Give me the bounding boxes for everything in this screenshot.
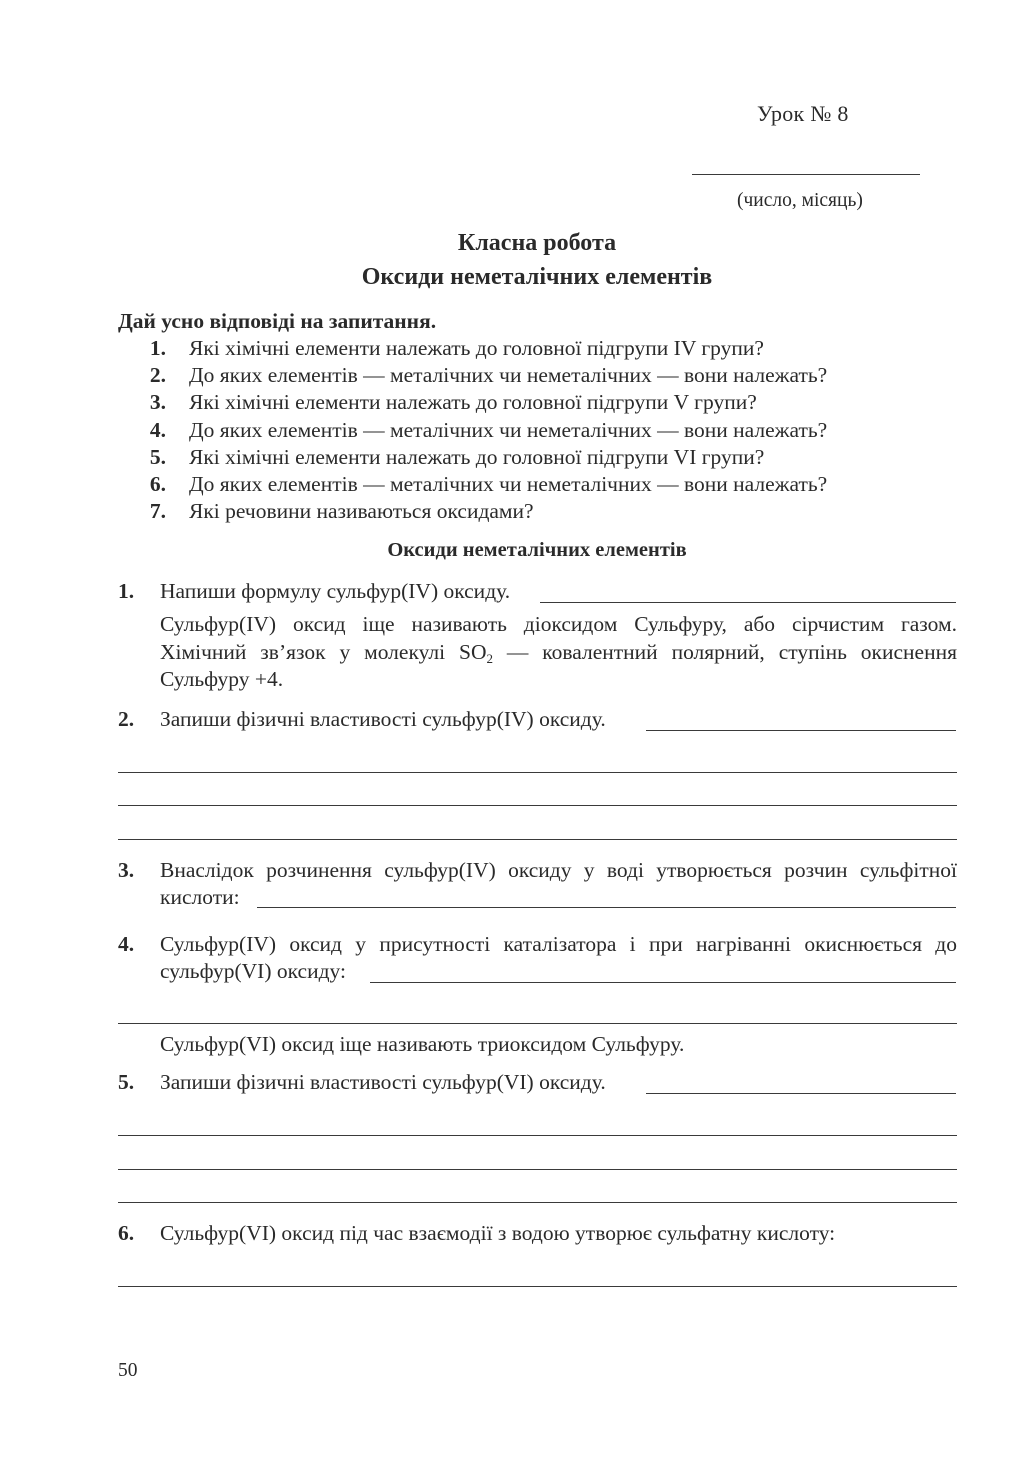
task-text: Сульфур(VI) оксид під час взаємодії з водою утворює сульфатну кислоту: bbox=[160, 1221, 836, 1245]
task-text: сульфур(VI) оксиду: bbox=[160, 959, 346, 983]
task-text: Внаслідок розчинення сульфур(IV) оксиду у воді утворюється розчин сульфітної bbox=[160, 858, 957, 882]
answer-line[interactable] bbox=[646, 1093, 956, 1094]
answer-line[interactable] bbox=[118, 805, 957, 806]
section-subtitle: Оксиди неметалічних елементів bbox=[387, 539, 687, 561]
question-text: До яких елементів — металічних чи неметалічних — вони належать? bbox=[189, 418, 828, 442]
answer-line[interactable] bbox=[257, 907, 956, 908]
question-number: 1. bbox=[149, 336, 166, 360]
question-number: 6. bbox=[149, 472, 166, 496]
question-text: До яких елементів — металічних чи неметалічних — вони належать? bbox=[189, 472, 828, 496]
oral-intro: Дай усно відповіді на запитання. bbox=[118, 309, 437, 333]
date-caption: (число, місяць) bbox=[737, 190, 863, 211]
task-number: 2. bbox=[118, 707, 135, 731]
task-number: 4. bbox=[118, 932, 135, 956]
page-title-line2: Оксиди неметалічних елементів bbox=[361, 264, 713, 290]
info-text: Хімічний зв’язок у молекулі SO bbox=[160, 640, 487, 664]
answer-line[interactable] bbox=[118, 1135, 957, 1136]
date-input-line[interactable] bbox=[692, 174, 920, 175]
question-text: До яких елементів — металічних чи неметалічних — вони належать? bbox=[189, 363, 828, 387]
question-text: Які хімічні елементи належать до головної підгрупи VI групи? bbox=[189, 445, 765, 469]
answer-line[interactable] bbox=[540, 602, 956, 603]
answer-line[interactable] bbox=[118, 1202, 957, 1203]
question-number: 7. bbox=[149, 499, 166, 523]
question-text: Які хімічні елементи належать до головної підгрупи V групи? bbox=[189, 390, 757, 414]
task-info-line bbox=[160, 640, 957, 665]
task-info-line: Сульфуру +4. bbox=[160, 667, 284, 691]
task-text: Запиши фізичні властивості сульфур(IV) оксиду. bbox=[160, 707, 606, 731]
answer-line[interactable] bbox=[118, 772, 957, 773]
task-number: 3. bbox=[118, 858, 135, 882]
info-text: — ковалентний полярний, ступінь окиснення bbox=[492, 640, 957, 664]
answer-line[interactable] bbox=[118, 1023, 957, 1024]
question-number: 5. bbox=[149, 445, 166, 469]
answer-line[interactable] bbox=[118, 839, 957, 840]
answer-line[interactable] bbox=[646, 730, 956, 731]
task-number: 1. bbox=[118, 579, 135, 603]
question-number: 4. bbox=[149, 418, 166, 442]
page-number: 50 bbox=[118, 1360, 138, 1381]
task-text: Запиши фізичні властивості сульфур(VI) оксиду. bbox=[160, 1070, 606, 1094]
question-number: 2. bbox=[149, 363, 166, 387]
question-text: Які речовини називаються оксидами? bbox=[189, 499, 534, 523]
task-info-line: Сульфур(IV) оксид іще називають діоксидом Сульфуру, або сірчистим газом. bbox=[160, 612, 957, 636]
subscript: 2 bbox=[486, 651, 493, 666]
task-info-line: Сульфур(VI) оксид іще називають триоксидом Сульфуру. bbox=[160, 1032, 685, 1056]
task-text: Сульфур(IV) оксид у присутності каталізатора і при нагріванні окиснюється до bbox=[160, 932, 957, 956]
page-title-line1: Класна робота bbox=[457, 230, 617, 256]
task-number: 5. bbox=[118, 1070, 135, 1094]
answer-line[interactable] bbox=[118, 1169, 957, 1170]
answer-line[interactable] bbox=[118, 1286, 957, 1287]
task-number: 6. bbox=[118, 1221, 135, 1245]
question-number: 3. bbox=[149, 390, 166, 414]
answer-line[interactable] bbox=[370, 982, 956, 983]
lesson-number: Урок № 8 bbox=[757, 101, 849, 126]
question-text: Які хімічні елементи належать до головної підгрупи IV групи? bbox=[189, 336, 764, 360]
task-text: Напиши формулу сульфур(IV) оксиду. bbox=[160, 579, 511, 603]
task-text: кислоти: bbox=[160, 885, 240, 909]
